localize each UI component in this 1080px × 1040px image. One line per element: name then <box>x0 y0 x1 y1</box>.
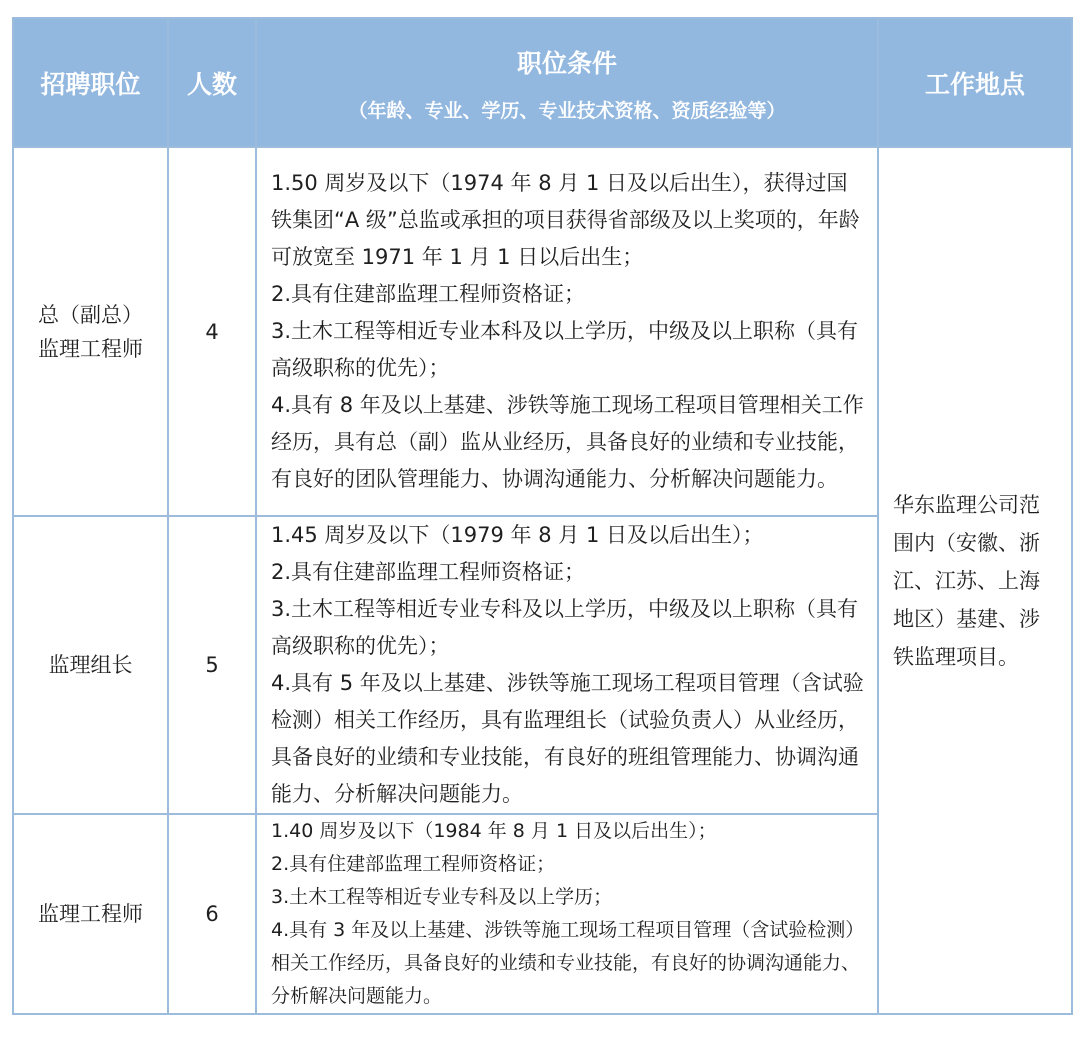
position-cell: 监理工程师 <box>13 814 168 1014</box>
header-conditions <box>256 18 878 147</box>
header-conditions-title: 职位条件 <box>516 48 617 78</box>
condition-item: 1.45 周岁及以下（1979 年 8 月 1 日及以后出生）； <box>271 523 764 547</box>
position-name-line1: 总（副总） <box>38 302 143 327</box>
count-cell: 6 <box>168 814 256 1014</box>
condition-item: 4.具有 3 年及以上基建、涉铁等施工现场工程项目管理（含试验检测）相关工作经历，具备良好的业绩和专业技能，有良好的协调沟通能力、分析解决问题能力。 <box>271 919 865 1007</box>
recruitment-table <box>12 17 1073 1015</box>
conditions-cell <box>256 516 878 814</box>
condition-item: 1.50 周岁及以下（1974 年 8 月 1 日及以后出生），获得过国铁集团“A 级”总监或承担的项目获得省部级及以上奖项的，年龄可放宽至 1971 年 1 月 1 日以后出生； <box>271 171 860 269</box>
table-row <box>13 147 1072 516</box>
count-cell: 4 <box>168 147 256 516</box>
header-location: 工作地点 <box>878 18 1072 147</box>
conditions-cell <box>256 147 878 516</box>
position-cell: 监理组长 <box>13 516 168 814</box>
condition-item: 2.具有住建部监理工程师资格证； <box>271 560 586 584</box>
conditions-cell <box>256 814 878 1014</box>
header-position: 招聘职位 <box>13 18 168 147</box>
condition-item: 3.土木工程等相近专业专科及以上学历，中级及以上职称（具有高级职称的优先）； <box>271 597 859 658</box>
header-row <box>13 18 1072 147</box>
condition-item: 4.具有 8 年及以上基建、涉铁等施工现场工程项目管理相关工作经历，具有总（副）监从业经历，具备良好的业绩和专业技能，有良好的团队管理能力、协调沟通能力、分析解决问题能力。 <box>271 393 864 491</box>
position-name-line2: 监理工程师 <box>38 336 143 361</box>
position-cell <box>13 147 168 516</box>
location-cell: 华东监理公司范围内（安徽、浙江、江苏、上海地区）基建、涉铁监理项目。 <box>878 147 1072 1014</box>
condition-item: 3.土木工程等相近专业专科及以上学历； <box>271 886 613 908</box>
header-conditions-subtitle: （年龄、专业、学历、专业技术资格、资质经验等） <box>348 99 786 122</box>
recruitment-table-wrapper <box>12 17 1071 1015</box>
condition-item: 2.具有住建部监理工程师资格证； <box>271 282 586 306</box>
condition-item: 4.具有 5 年及以上基建、涉铁等施工现场工程项目管理（含试验检测）相关工作经历，具有监理组长（试验负责人）从业经历，具备良好的业绩和专业技能，有良好的班组管理能力、协调沟通能力、分析解决问题能力。 <box>271 671 864 806</box>
condition-item: 1.40 周岁及以下（1984 年 8 月 1 日及以后出生）； <box>271 820 717 842</box>
count-cell: 5 <box>168 516 256 814</box>
header-count: 人数 <box>168 18 256 147</box>
condition-item: 3.土木工程等相近专业本科及以上学历，中级及以上职称（具有高级职称的优先）； <box>271 319 859 380</box>
condition-item: 2.具有住建部监理工程师资格证； <box>271 853 556 875</box>
